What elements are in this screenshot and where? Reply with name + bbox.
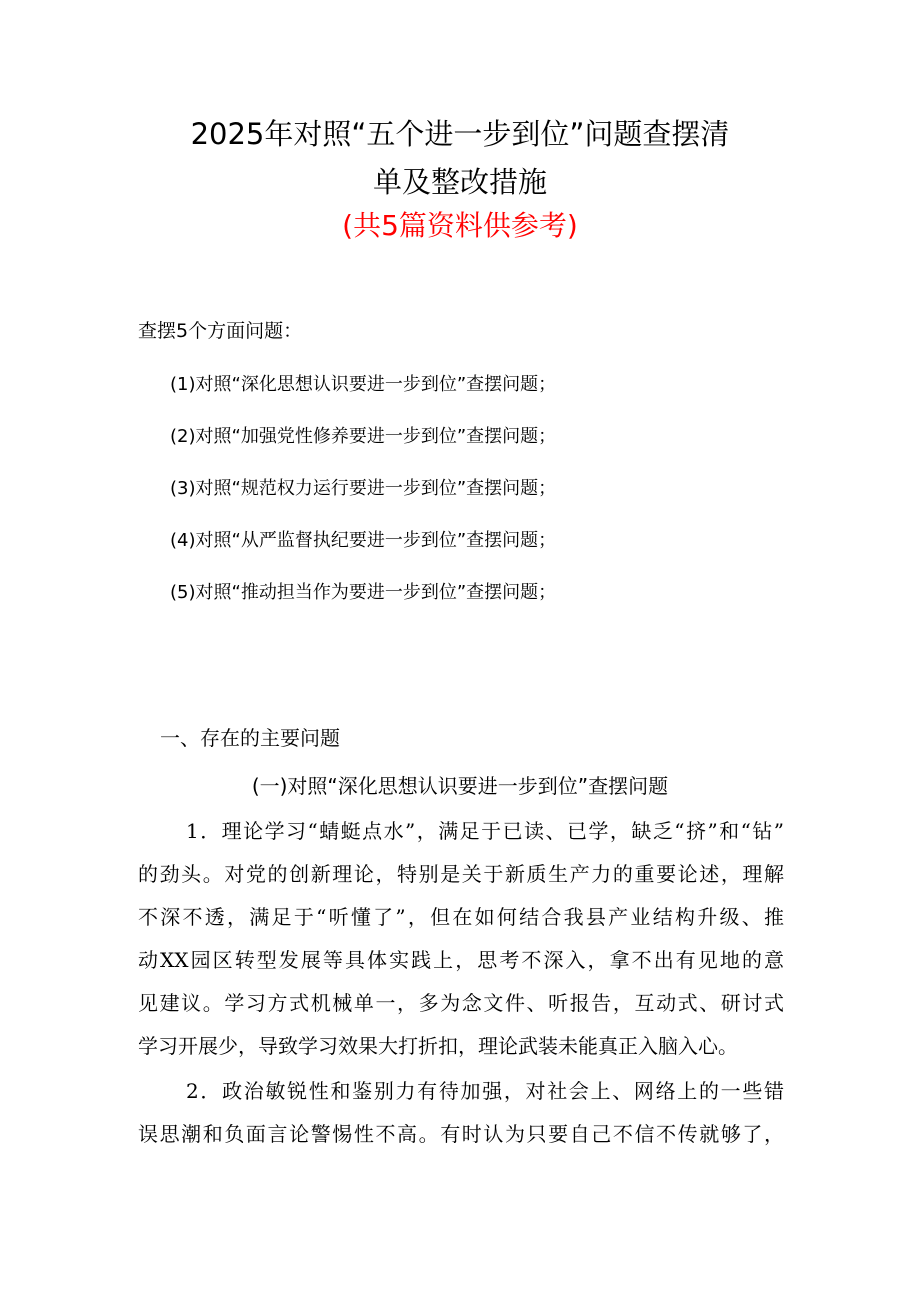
subsection-heading: (一)对照“深化思想认识要进一步到位”查摆问题 — [251, 774, 669, 798]
intro-heading: 查摆5个方面问题： — [138, 320, 303, 342]
paragraph-line: 误思潮和负面言论警惕性不高。有时认为只要自己不信不传就够了， — [138, 1122, 784, 1146]
list-item: (2)对照“加强党性修养要进一步到位”查摆问题； — [170, 426, 557, 447]
paragraph-line: 见建议。学习方式机械单一，多为念文件、听报告，互动式、研讨式 — [138, 991, 784, 1015]
list-item: (3)对照“规范权力运行要进一步到位”查摆问题； — [170, 478, 557, 499]
list-item: (1)对照“深化思想认识要进一步到位”查摆问题； — [170, 374, 557, 395]
document-subtitle: (共5篇资料供参考) — [342, 209, 578, 242]
document-title-line-2: 单及整改措施 — [372, 165, 547, 199]
paragraph-line: 2．政治敏锐性和鉴别力有待加强，对社会上、网络上的一些错 — [186, 1079, 784, 1103]
paragraph-line: 动XX园区转型发展等具体实践上，思考不深入，拿不出有见地的意 — [138, 948, 784, 972]
section-heading: 一、存在的主要问题 — [160, 726, 340, 750]
paragraph-line: 1．理论学习“蜻蜓点水”，满足于已读、已学，缺乏“挤”和“钻” — [186, 819, 784, 843]
document-title-line-1: 2025年对照“五个进一步到位”问题查摆清 — [190, 117, 730, 151]
paragraph-line: 不深不透，满足于“听懂了”，但在如何结合我县产业结构升级、推 — [138, 905, 784, 929]
list-item: (4)对照“从严监督执纪要进一步到位”查摆问题； — [170, 530, 557, 551]
paragraph-line: 学习开展少，导致学习效果大打折扣，理论武装未能真正入脑入心。 — [138, 1034, 738, 1058]
paragraph-line: 的劲头。对党的创新理论，特别是关于新质生产力的重要论述，理解 — [138, 862, 784, 886]
list-item: (5)对照“推动担当作为要进一步到位”查摆问题； — [170, 582, 557, 603]
